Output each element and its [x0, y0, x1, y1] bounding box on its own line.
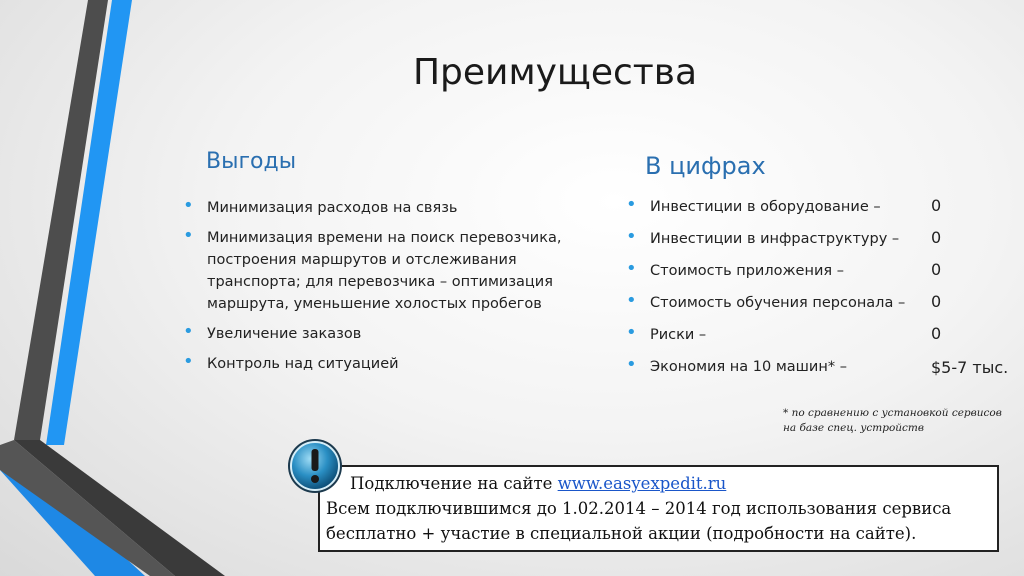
figure-value: 0	[931, 260, 942, 279]
list-item: • Увеличение заказов	[183, 321, 362, 342]
bullet-icon: •	[183, 225, 194, 246]
list-item: • Минимизация расходов на связь	[183, 195, 458, 216]
figure-value: 0	[931, 324, 942, 343]
list-item: • Стоимость приложения –	[626, 258, 844, 279]
list-item: • Экономия на 10 машин* –	[626, 354, 847, 375]
info-line-connect: Подключение на сайте www.easyexpedit.ru	[350, 474, 727, 493]
figure-value: 0	[931, 196, 942, 215]
list-item: • Инвестиции в оборудование –	[626, 194, 881, 215]
figure-value: 0	[931, 228, 942, 247]
figures-heading: В цифрах	[645, 152, 766, 180]
benefits-list	[183, 197, 583, 383]
figure-value: $5-7 тыс.	[931, 358, 1009, 377]
bullet-icon: •	[626, 226, 637, 247]
list-item: • Минимизация времени на поиск перевозчика, построения маршрутов и отслеживания транспорта; для перевозчика – оптимизация маршрута, уменьшение холостых пробегов	[183, 225, 562, 312]
list-item: • Стоимость обучения персонала –	[626, 290, 906, 311]
list-item: • Инвестиции в инфраструктуру –	[626, 226, 900, 247]
bullet-icon: •	[626, 194, 637, 215]
bullet-icon: •	[626, 354, 637, 375]
bullet-icon: •	[183, 195, 194, 216]
footnote: * по сравнению с установкой сервисов на базе спец. устройств	[783, 407, 1002, 434]
bullet-icon: •	[183, 351, 194, 372]
bullet-icon: •	[626, 290, 637, 311]
info-box	[318, 465, 999, 552]
info-text: Всем подключившимся до 1.02.2014 – 2014 год использования сервиса бесплатно + участие в специальной акции (подробности на сайте).	[326, 499, 952, 543]
figure-value: 0	[931, 292, 942, 311]
list-item: • Контроль над ситуацией	[183, 351, 399, 372]
bullet-icon: •	[626, 258, 637, 279]
figures-list	[626, 196, 926, 388]
list-item: • Риски –	[626, 322, 707, 343]
exclamation-icon	[286, 437, 344, 495]
bullet-icon: •	[183, 321, 194, 342]
site-link[interactable]: www.easyexpedit.ru	[557, 474, 727, 493]
slide-title: Преимущества	[412, 52, 698, 93]
benefits-heading: Выгоды	[206, 149, 297, 174]
bullet-icon: •	[626, 322, 637, 343]
